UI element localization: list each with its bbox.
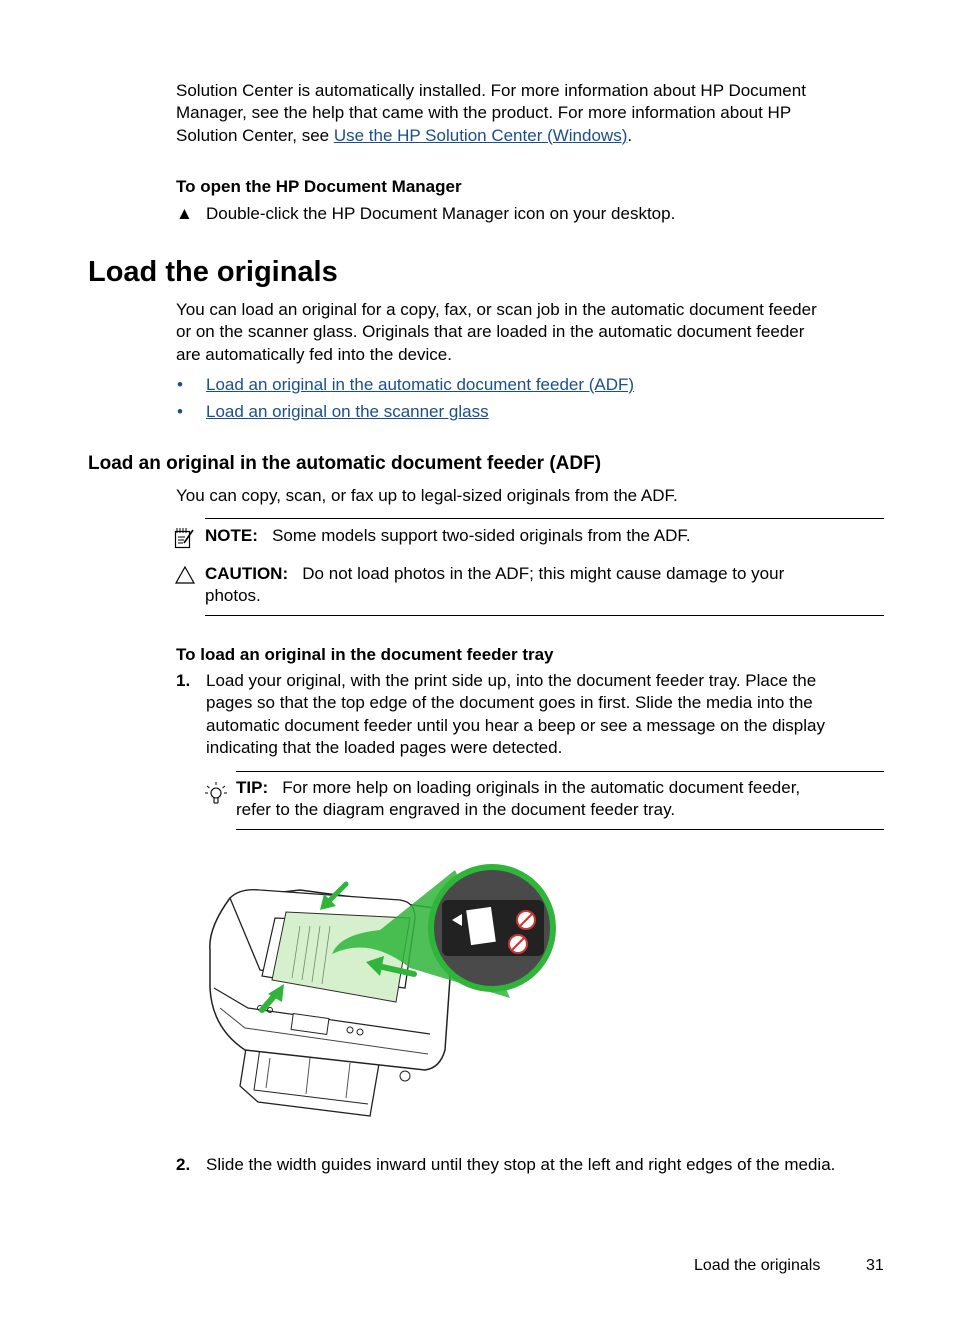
note-icon <box>174 526 196 555</box>
step-1-line-2: pages so that the top edge of the document goes in first. Slide the media into the <box>206 693 813 713</box>
bullet-marker-2: • <box>177 402 183 421</box>
procedure-title: To load an original in the document feeder tray <box>176 645 554 664</box>
tip <box>236 777 886 822</box>
adf-loading-illustration <box>200 858 570 1125</box>
tip-text-line-1: For more help on loading originals in the automatic document feeder, <box>282 778 801 797</box>
scanner-glass-link[interactable]: Load an original on the scanner glass <box>206 402 489 421</box>
note <box>205 525 691 547</box>
note-bottom-rule <box>205 615 884 616</box>
page-number: 31 <box>866 1257 884 1274</box>
intro-line-3 <box>176 125 896 147</box>
tip-bottom-rule <box>236 829 884 830</box>
load-originals-line-2: or on the scanner glass. Originals that are loaded in the automatic document feeder <box>176 322 805 342</box>
open-manager-step-text: Double-click the HP Document Manager icon on your desktop. <box>206 204 676 223</box>
load-originals-line-3: are automatically fed into the device. <box>176 344 452 364</box>
tip-text-line-2: refer to the diagram engraved in the document feeder tray. <box>236 800 676 820</box>
tip-top-rule <box>236 771 884 772</box>
intro-paragraph <box>176 80 896 147</box>
step-1-line-4: indicating that the loaded pages were detected. <box>206 738 563 758</box>
step-2-number: 2. <box>176 1155 191 1174</box>
load-originals-line-1: You can load an original for a copy, fax, or scan job in the automatic document feeder <box>176 300 817 319</box>
adf-section-heading: Load an original in the automatic document feeder (ADF) <box>88 453 602 474</box>
adf-link[interactable]: Load an original in the automatic document feeder (ADF) <box>206 375 635 394</box>
step-1-number: 1. <box>176 671 191 690</box>
note-label: NOTE: <box>205 526 258 545</box>
footer-section-name: Load the originals <box>694 1257 821 1274</box>
lightbulb-icon <box>204 781 228 812</box>
bullet-marker-1: • <box>177 375 183 394</box>
adf-paragraph: You can copy, scan, or fax up to legal-sized originals from the ADF. <box>176 486 678 505</box>
solution-center-link[interactable]: Use the HP Solution Center (Windows) <box>333 125 628 145</box>
caution <box>205 563 885 608</box>
step-2-text: Slide the width guides inward until they stop at the left and right edges of the media. <box>206 1155 836 1174</box>
note-top-rule <box>205 518 884 519</box>
open-manager-step-marker: ▲ <box>176 204 193 223</box>
intro-line-1: Solution Center is automatically installed. For more information about HP Document <box>176 81 806 100</box>
step-1-line-1: Load your original, with the print side up, into the document feeder tray. Place the <box>206 671 817 690</box>
intro-line-2: Manager, see the help that came with the product. For more information about HP <box>176 103 792 123</box>
caution-text-line-1: Do not load photos in the ADF; this might cause damage to your <box>302 564 785 583</box>
step-1-text <box>206 670 896 760</box>
note-text: Some models support two-sided originals from the ADF. <box>272 526 691 545</box>
caution-icon <box>174 565 196 590</box>
caution-label: CAUTION: <box>205 564 289 583</box>
step-1-line-3: automatic document feeder until you hear a beep or see a message on the display <box>206 715 825 735</box>
open-manager-title: To open the HP Document Manager <box>176 177 462 196</box>
load-originals-paragraph <box>176 299 896 366</box>
tip-label: TIP: <box>236 778 269 797</box>
intro-line-3-suffix: . <box>627 125 633 145</box>
caution-text-line-2: photos. <box>205 586 261 606</box>
page-title: Load the originals <box>88 256 338 288</box>
intro-line-3-prefix: Solution Center, see <box>176 125 334 145</box>
